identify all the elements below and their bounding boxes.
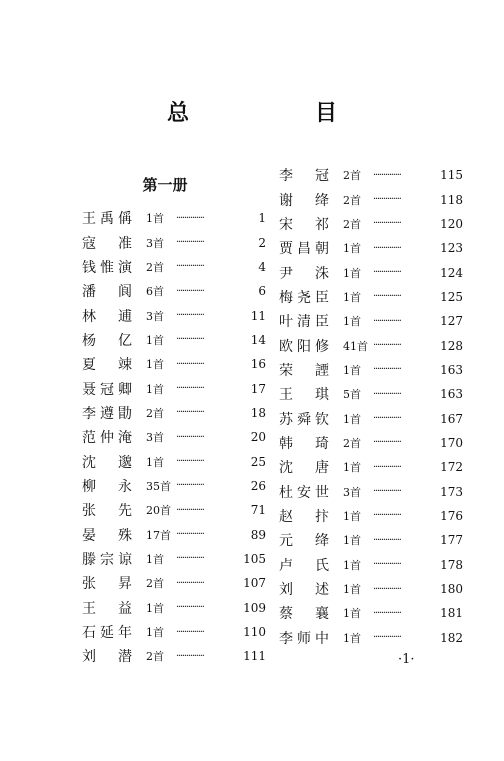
toc-entry — [82, 449, 266, 473]
page-ref: 11 — [250, 308, 266, 323]
author-name: 柳永 — [82, 478, 132, 495]
leader-dots: ·············· — [373, 291, 401, 303]
leader-dots: ·············· — [176, 431, 204, 443]
poem-count: 1首 — [343, 266, 361, 280]
page-ref: 4 — [258, 259, 266, 274]
author-name: 元绛 — [279, 533, 329, 550]
poem-count: 1首 — [343, 290, 361, 304]
poem-count: 1首 — [343, 315, 361, 329]
poem-count: 2首 — [146, 406, 164, 420]
page-ref: 14 — [250, 332, 266, 347]
toc-entry — [82, 620, 266, 644]
poem-count: 2首 — [146, 577, 164, 591]
poem-count: 3首 — [146, 309, 164, 323]
poem-count: 1首 — [146, 212, 164, 226]
leader-dots: ·············· — [176, 456, 204, 468]
poem-count: 1首 — [146, 455, 164, 469]
leader-dots: ·············· — [373, 218, 401, 230]
page-number: ·1· — [398, 652, 415, 667]
author-name: 贾昌朝 — [279, 241, 329, 258]
page-ref: 25 — [250, 454, 266, 469]
toc-entry — [279, 358, 463, 382]
toc-entry — [82, 352, 266, 376]
toc-entry — [82, 425, 266, 449]
poem-count: 1首 — [343, 607, 361, 621]
toc-entry — [82, 547, 266, 571]
leader-dots: ·············· — [373, 534, 401, 546]
toc-entry — [279, 163, 463, 187]
poem-count: 1首 — [146, 626, 164, 640]
toc-entry — [279, 577, 463, 601]
leader-dots: ·············· — [176, 407, 204, 419]
toc-entry — [279, 455, 463, 479]
toc-entry — [279, 553, 463, 577]
toc-entry — [82, 230, 266, 254]
leader-dots: ·············· — [176, 212, 204, 224]
leader-dots: ·············· — [176, 334, 204, 346]
author-name: 夏竦 — [82, 357, 132, 374]
author-name: 范仲淹 — [82, 430, 132, 447]
page-ref: 18 — [250, 405, 266, 420]
leader-dots: ·············· — [373, 632, 401, 644]
toc-entry — [279, 285, 463, 309]
leader-dots: ·············· — [373, 583, 401, 595]
page-ref: 124 — [440, 265, 463, 280]
leader-dots: ·············· — [373, 388, 401, 400]
leader-dots: ·············· — [373, 486, 401, 498]
poem-count: 1首 — [343, 534, 361, 548]
page-ref: 89 — [250, 527, 266, 542]
toc-entry — [279, 479, 463, 503]
toc-entry — [279, 601, 463, 625]
poem-count: 2首 — [343, 436, 361, 450]
author-name: 钱惟演 — [82, 259, 132, 276]
poem-count: 2首 — [343, 169, 361, 183]
poem-count: 2首 — [146, 650, 164, 664]
leader-dots: ·············· — [176, 650, 204, 662]
poem-count: 1首 — [343, 509, 361, 523]
leader-dots: ·············· — [176, 237, 204, 249]
leader-dots: ·············· — [373, 413, 401, 425]
page-title: 总 目 — [166, 100, 389, 126]
toc-list-right — [279, 163, 463, 650]
page-ref: 107 — [243, 576, 266, 591]
toc-entry — [279, 309, 463, 333]
toc-entry — [82, 279, 266, 303]
author-name: 王禹偁 — [82, 211, 132, 228]
toc-entry — [82, 328, 266, 352]
author-name: 石延年 — [82, 625, 132, 642]
author-name: 韩琦 — [279, 435, 329, 452]
toc-entry — [82, 376, 266, 400]
author-name: 潘阆 — [82, 284, 132, 301]
toc-entry — [279, 260, 463, 284]
poem-count: 17首 — [146, 528, 171, 542]
toc-entry — [82, 206, 266, 230]
leader-dots: ·············· — [176, 626, 204, 638]
author-name: 欧阳修 — [279, 338, 329, 355]
poem-count: 1首 — [343, 412, 361, 426]
author-name: 林逋 — [82, 308, 132, 325]
poem-count: 1首 — [343, 631, 361, 645]
poem-count: 20首 — [146, 504, 171, 518]
page-ref: 115 — [440, 168, 463, 183]
page-ref: 163 — [440, 362, 463, 377]
author-name: 李师中 — [279, 630, 329, 647]
toc-entry — [279, 504, 463, 528]
volume-heading: 第一册 — [142, 176, 188, 194]
author-name: 晏殊 — [82, 527, 132, 544]
poem-count: 3首 — [343, 485, 361, 499]
page-ref: 109 — [243, 600, 266, 615]
toc-entry — [82, 498, 266, 522]
toc-entry — [82, 401, 266, 425]
author-name: 寇准 — [82, 235, 132, 252]
leader-dots: ·············· — [373, 315, 401, 327]
poem-count: 35首 — [146, 479, 171, 493]
author-name: 张昇 — [82, 576, 132, 593]
poem-count: 6首 — [146, 285, 164, 299]
author-name: 谢绛 — [279, 192, 329, 209]
page-ref: 167 — [440, 411, 463, 426]
page-ref: 1 — [258, 211, 266, 226]
page-ref: 125 — [440, 289, 463, 304]
leader-dots: ·············· — [373, 364, 401, 376]
author-name: 刘述 — [279, 582, 329, 599]
page-ref: 182 — [440, 630, 463, 645]
author-name: 李冠 — [279, 168, 329, 185]
page-ref: 173 — [440, 484, 463, 499]
page-ref: 178 — [440, 557, 463, 572]
leader-dots: ·············· — [373, 437, 401, 449]
page-ref: 123 — [440, 241, 463, 256]
page-ref: 127 — [440, 314, 463, 329]
author-name: 杜安世 — [279, 484, 329, 501]
page-ref: 120 — [440, 216, 463, 231]
author-name: 王琪 — [279, 387, 329, 404]
author-name: 卢氏 — [279, 557, 329, 574]
toc-entry — [82, 644, 266, 668]
author-name: 张先 — [82, 503, 132, 520]
page-ref: 163 — [440, 387, 463, 402]
page-ref: 105 — [243, 551, 266, 566]
page-ref: 6 — [258, 284, 266, 299]
author-name: 刘潜 — [82, 649, 132, 666]
poem-count: 1首 — [343, 461, 361, 475]
toc-entry — [82, 522, 266, 546]
poem-count: 1首 — [343, 583, 361, 597]
page-ref: 16 — [250, 357, 266, 372]
leader-dots: ·············· — [373, 340, 401, 352]
leader-dots: ·············· — [176, 480, 204, 492]
leader-dots: ·············· — [373, 194, 401, 206]
poem-count: 1首 — [146, 382, 164, 396]
page-ref: 170 — [440, 435, 463, 450]
leader-dots: ·············· — [176, 310, 204, 322]
leader-dots: ·············· — [176, 553, 204, 565]
toc-entry — [279, 212, 463, 236]
leader-dots: ·············· — [373, 510, 401, 522]
toc-entry — [82, 474, 266, 498]
author-name: 尹洙 — [279, 265, 329, 282]
page-ref: 172 — [440, 460, 463, 475]
poem-count: 2首 — [146, 260, 164, 274]
author-name: 梅尧臣 — [279, 289, 329, 306]
poem-count: 1首 — [343, 363, 361, 377]
poem-count: 3首 — [146, 236, 164, 250]
author-name: 沈唐 — [279, 460, 329, 477]
toc-entry — [82, 571, 266, 595]
toc-entry — [279, 528, 463, 552]
author-name: 滕宗谅 — [82, 551, 132, 568]
poem-count: 41首 — [343, 339, 368, 353]
toc-entry — [279, 382, 463, 406]
page-ref: 180 — [440, 582, 463, 597]
page-ref: 111 — [243, 649, 266, 664]
leader-dots: ·············· — [176, 577, 204, 589]
author-name: 聂冠卿 — [82, 381, 132, 398]
leader-dots: ·············· — [373, 267, 401, 279]
leader-dots: ·············· — [176, 602, 204, 614]
page-ref: 177 — [440, 533, 463, 548]
poem-count: 2首 — [343, 217, 361, 231]
toc-entry — [279, 626, 463, 650]
author-name: 宋祁 — [279, 216, 329, 233]
poem-count: 1首 — [343, 242, 361, 256]
page-ref: 110 — [243, 625, 266, 640]
poem-count: 1首 — [343, 558, 361, 572]
page-ref: 118 — [440, 192, 463, 207]
poem-count: 1首 — [146, 358, 164, 372]
page-ref: 2 — [258, 235, 266, 250]
author-name: 苏舜钦 — [279, 411, 329, 428]
page-ref: 176 — [440, 508, 463, 523]
poem-count: 1首 — [146, 552, 164, 566]
author-name: 叶清臣 — [279, 314, 329, 331]
toc-entry — [279, 406, 463, 430]
toc-entry — [279, 431, 463, 455]
poem-count: 1首 — [146, 601, 164, 615]
page-ref: 128 — [440, 338, 463, 353]
author-name: 赵抃 — [279, 508, 329, 525]
author-name: 沈邈 — [82, 454, 132, 471]
leader-dots: ·············· — [176, 261, 204, 273]
toc-entry — [82, 255, 266, 279]
poem-count: 3首 — [146, 431, 164, 445]
page-ref: 20 — [250, 430, 266, 445]
author-name: 李遵勖 — [82, 405, 132, 422]
page-ref: 71 — [250, 503, 266, 518]
author-name: 荣諲 — [279, 362, 329, 379]
toc-entry — [279, 187, 463, 211]
leader-dots: ·············· — [176, 358, 204, 370]
page-ref: 17 — [250, 381, 266, 396]
author-name: 王益 — [82, 600, 132, 617]
toc-entry — [82, 596, 266, 620]
leader-dots: ·············· — [176, 504, 204, 516]
leader-dots: ·············· — [373, 559, 401, 571]
page-ref: 26 — [250, 478, 266, 493]
leader-dots: ·············· — [176, 383, 204, 395]
author-name: 蔡襄 — [279, 606, 329, 623]
author-name: 杨亿 — [82, 332, 132, 349]
leader-dots: ·············· — [373, 169, 401, 181]
toc-list-left — [82, 206, 266, 669]
leader-dots: ·············· — [176, 285, 204, 297]
poem-count: 1首 — [146, 333, 164, 347]
leader-dots: ·············· — [176, 529, 204, 541]
toc-entry — [82, 303, 266, 327]
leader-dots: ·············· — [373, 607, 401, 619]
page-ref: 181 — [440, 606, 463, 621]
toc-entry — [279, 333, 463, 357]
poem-count: 2首 — [343, 193, 361, 207]
leader-dots: ·············· — [373, 461, 401, 473]
leader-dots: ·············· — [373, 242, 401, 254]
toc-entry — [279, 236, 463, 260]
poem-count: 5首 — [343, 388, 361, 402]
